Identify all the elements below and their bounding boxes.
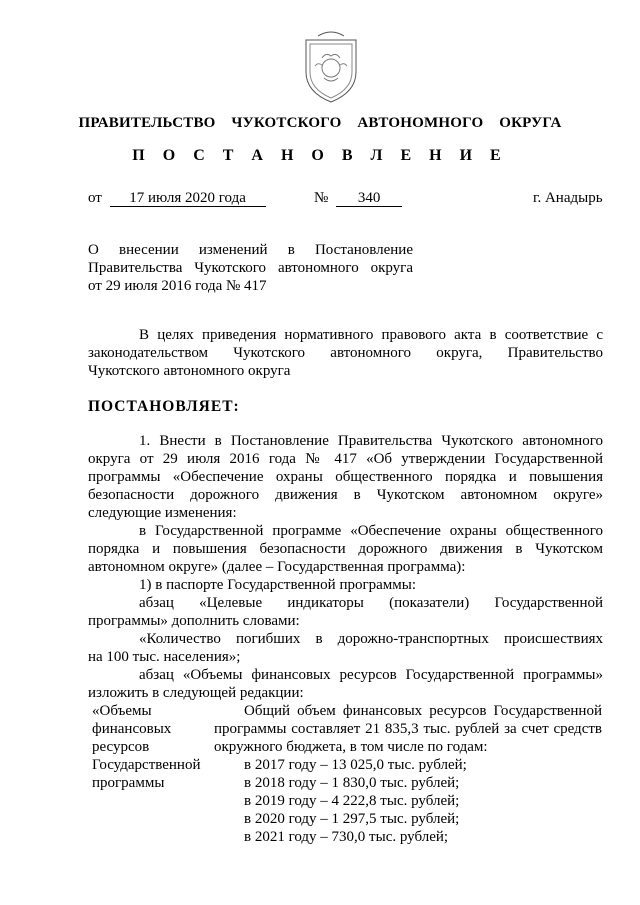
body-line: 1. Внести в Постановление Правительства Чукотского автономного <box>139 433 603 449</box>
financing-label <box>92 702 212 792</box>
label-line: Государственной <box>92 757 201 773</box>
preamble-line: В целях приведения нормативного правового акта в соответствие с <box>139 327 603 343</box>
body-line: «Количество погибших в дорожно-транспортных происшествиях <box>139 631 603 647</box>
government-title: ПРАВИТЕЛЬСТВО ЧУКОТСКОГО АВТОНОМНОГО ОКРУГА <box>78 115 562 131</box>
resolves-heading: ПОСТАНОВЛЯЕТ: <box>88 398 240 415</box>
year-line: в 2020 году – 1 297,5 тыс. рублей; <box>244 811 460 827</box>
subject-line: О внесении изменений в Постановление <box>88 242 413 258</box>
preamble-line: Чукотского автономного округа <box>88 363 291 379</box>
subject-line: от 29 июля 2016 года № 417 <box>88 278 267 294</box>
body-line: автономном округе» (далее – Государственная программа): <box>88 559 466 575</box>
subject-line: Правительства Чукотского автономного округа <box>88 260 413 276</box>
content-line: программы составляет 21 835,3 тыс. рублей за счет средств <box>214 721 602 737</box>
body-line: 1) в паспорте Государственной программы: <box>139 577 417 593</box>
body-line: безопасности дорожного движения в Чукотском автономном округе» <box>88 487 603 503</box>
label-line: ресурсов <box>92 739 150 755</box>
number-field <box>314 190 402 207</box>
content-line: Общий объем финансовых ресурсов Государственной <box>244 703 602 719</box>
label-line: финансовых <box>92 721 172 737</box>
document-body <box>88 432 603 702</box>
body-line: округа от 29 июля 2016 года № 417 «Об утверждении Государственной <box>88 451 603 467</box>
number-value: 340 <box>336 191 402 207</box>
body-line: программы» дополнить словами: <box>88 613 300 629</box>
body-line: абзац «Целевые индикаторы (показатели) Государственной <box>139 595 603 611</box>
year-line: в 2017 году – 13 025,0 тыс. рублей; <box>244 757 467 773</box>
year-line: в 2018 году – 1 830,0 тыс. рублей; <box>244 775 460 791</box>
city: г. Анадырь <box>533 190 603 206</box>
body-line: изложить в следующей редакции: <box>88 685 304 701</box>
year-line: в 2019 году – 4 222,8 тыс. рублей; <box>244 793 460 809</box>
number-prefix: № <box>314 190 329 206</box>
document-type-title: П О С Т А Н О В Л Е Н И Е <box>132 147 508 164</box>
content-line: окружного бюджета, в том числе по годам: <box>214 739 488 755</box>
date-value: 17 июля 2020 года <box>110 191 266 207</box>
date-field <box>88 190 266 207</box>
body-line: следующие изменения: <box>88 505 237 521</box>
year-line: в 2021 году – 730,0 тыс. рублей; <box>244 829 449 845</box>
label-line: «Объемы <box>92 703 152 719</box>
financing-content <box>214 702 602 846</box>
body-line: программы «Обеспечение охраны общественного порядка и повышения <box>88 469 603 485</box>
coat-of-arms-icon <box>300 28 362 106</box>
body-line: абзац «Объемы финансовых ресурсов Государственной программы» <box>139 667 603 683</box>
body-line: порядка и повышения безопасности дорожного движения в Чукотском <box>88 541 603 557</box>
body-line: в Государственной программе «Обеспечение охраны общественного <box>139 523 603 539</box>
date-prefix: от <box>88 190 102 206</box>
preamble-line: законодательством Чукотского автономного округа, Правительство <box>88 345 603 361</box>
body-line: на 100 тыс. населения»; <box>88 649 241 665</box>
preamble <box>88 326 603 380</box>
document-subject <box>88 241 413 295</box>
label-line: программы <box>92 775 165 791</box>
